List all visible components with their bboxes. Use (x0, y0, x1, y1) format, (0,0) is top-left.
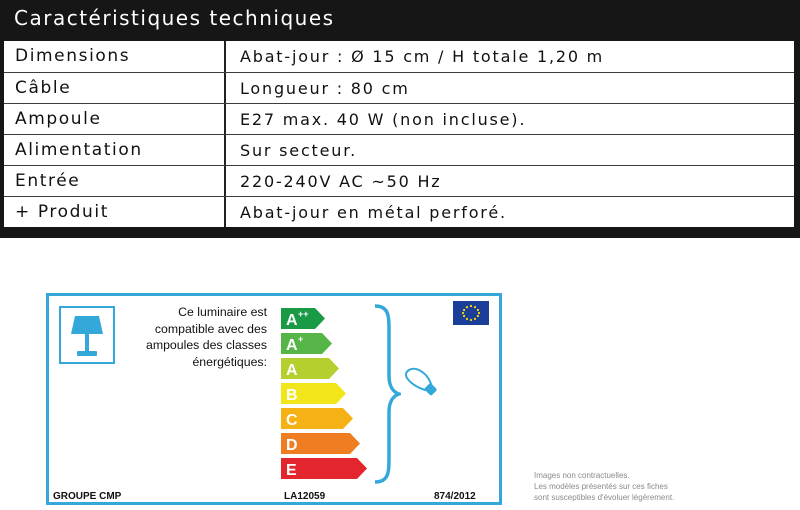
svg-text:E: E (286, 462, 297, 479)
bulb-icon (403, 366, 441, 402)
spec-row (4, 165, 794, 196)
compat-line: compatible avec des (154, 321, 267, 336)
disclaimer-line: sont susceptibles d'évoluer légèrement. (534, 493, 675, 502)
compat-line: énergétiques: (192, 354, 267, 369)
svg-text:D: D (286, 437, 298, 454)
energy-label (46, 293, 502, 505)
energy-class-bar (281, 308, 325, 329)
energy-class-bar (281, 333, 332, 354)
spec-rows (4, 41, 794, 227)
svg-text:++: ++ (298, 309, 309, 319)
compat-line: Ce luminaire est (178, 305, 267, 319)
spec-row (4, 196, 794, 227)
spec-row (4, 134, 794, 165)
spec-title: Caractéristiques techniques (14, 6, 335, 30)
spec-value: Abat-jour en métal perforé. (240, 203, 507, 222)
energy-class-bar (281, 383, 346, 404)
regulation-number: 874/2012 (434, 491, 476, 502)
spec-value: Sur secteur. (240, 141, 357, 160)
energy-class-bar (281, 458, 367, 479)
energy-class-scale (281, 308, 371, 484)
energy-class-bar (281, 433, 360, 454)
spec-value: E27 max. 40 W (non incluse). (240, 110, 527, 129)
spec-value: 220-240V AC ~50 Hz (240, 172, 442, 191)
eu-flag-icon (453, 301, 489, 325)
model-number: LA12059 (284, 491, 326, 502)
spec-label: Alimentation (4, 135, 226, 165)
spec-table (0, 0, 800, 238)
spec-label: Ampoule (4, 104, 226, 134)
spec-row (4, 103, 794, 134)
lamp-icon-box (59, 306, 115, 364)
energy-class-bar (281, 408, 353, 429)
table-lamp-icon (61, 308, 113, 362)
spec-value: Abat-jour : Ø 15 cm / H totale 1,20 m (240, 47, 605, 66)
svg-text:+: + (298, 334, 304, 344)
svg-text:A: A (286, 312, 298, 329)
spec-label: Entrée (4, 166, 226, 196)
svg-text:A: A (286, 362, 298, 379)
spec-label: Câble (4, 73, 226, 103)
spec-row (4, 72, 794, 103)
disclaimer-line: Images non contractuelles. (534, 471, 630, 480)
disclaimer-line: Les modèles présentés sur ces fiches (534, 482, 668, 491)
compat-line: ampoules des classes (146, 338, 267, 352)
spec-label: Dimensions (4, 41, 226, 72)
spec-row (4, 41, 794, 72)
curly-bracket-icon (371, 302, 401, 486)
energy-class-bar (281, 358, 339, 379)
spec-value: Longueur : 80 cm (240, 79, 410, 98)
spec-label: + Produit (4, 197, 226, 227)
svg-text:B: B (286, 387, 298, 404)
compatibility-text (119, 304, 267, 370)
disclaimer (534, 470, 674, 503)
brand-name: GROUPE CMP (53, 491, 122, 502)
svg-text:C: C (286, 412, 298, 429)
svg-text:A: A (286, 337, 298, 354)
